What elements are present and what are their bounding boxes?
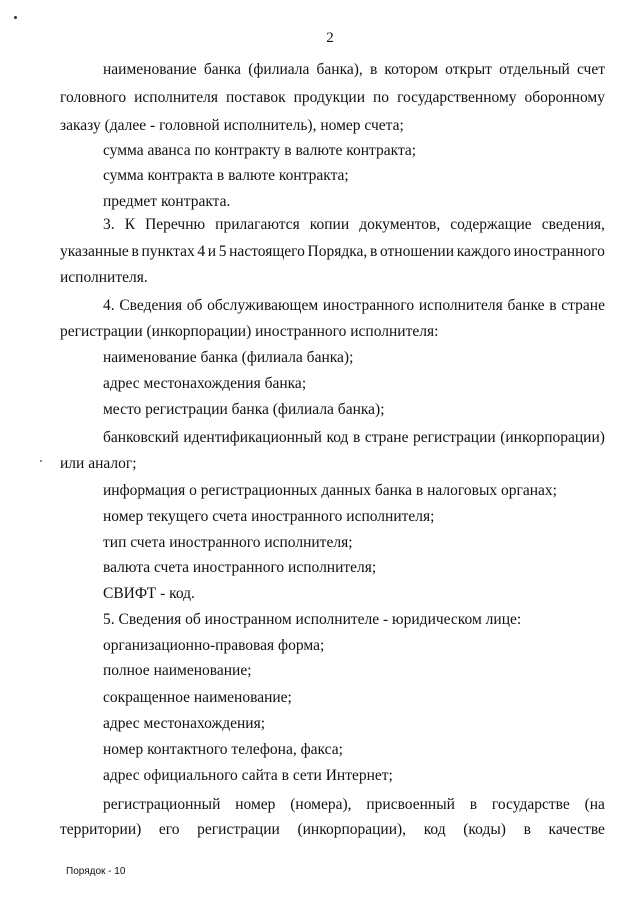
word: банке bbox=[507, 297, 545, 314]
word: сведения, bbox=[541, 216, 605, 233]
word: банка bbox=[203, 61, 242, 78]
word: каждого bbox=[456, 243, 511, 260]
word: в bbox=[523, 821, 531, 838]
word: (инкорпорации), bbox=[297, 821, 407, 838]
word: исполнителя bbox=[418, 297, 503, 314]
text-line: тип счета иностранного исполнителя; bbox=[103, 534, 353, 551]
word: в bbox=[469, 796, 478, 813]
word: содержащие bbox=[450, 216, 532, 233]
text-line: регистрации (инкорпорации) иностранного исполнителя: bbox=[60, 323, 439, 340]
word: прилагаются bbox=[215, 216, 300, 233]
word: регистрации bbox=[413, 429, 496, 446]
word: Порядка, bbox=[307, 243, 368, 260]
word: пунктах bbox=[141, 243, 195, 260]
word: в bbox=[131, 243, 139, 260]
word: регистрационный bbox=[103, 796, 221, 813]
page-number: 2 bbox=[326, 30, 334, 46]
word: регистрации bbox=[197, 821, 280, 838]
text-line bbox=[103, 60, 605, 80]
text-line: номер текущего счета иностранного исполнителя; bbox=[103, 508, 435, 525]
word: государственному bbox=[397, 89, 517, 106]
word: 4. bbox=[103, 297, 115, 314]
text-line: информация о регистрационных данных банка в налоговых органах; bbox=[103, 482, 557, 499]
word: оборонному bbox=[524, 89, 605, 106]
text-line: адрес местонахождения банка; bbox=[103, 375, 307, 392]
text-line: СВИФТ - код. bbox=[103, 585, 195, 602]
word: продукции bbox=[293, 89, 366, 106]
word: его bbox=[158, 821, 180, 838]
word: отношении bbox=[379, 243, 455, 260]
word: стране bbox=[364, 429, 409, 446]
word: исполнителя bbox=[134, 89, 218, 106]
word: счет bbox=[576, 61, 605, 78]
text-line bbox=[103, 428, 605, 448]
word: номер bbox=[235, 796, 276, 813]
scan-mark bbox=[14, 16, 17, 19]
word: Перечню bbox=[145, 216, 206, 233]
text-line bbox=[60, 820, 605, 840]
word: указанные bbox=[60, 243, 129, 260]
text-line bbox=[60, 242, 605, 262]
document-footer: Порядок - 10 bbox=[66, 866, 126, 877]
word: об bbox=[186, 297, 203, 314]
word: банка), bbox=[316, 61, 363, 78]
scan-mark bbox=[40, 460, 42, 462]
text-line bbox=[103, 296, 605, 316]
word: государстве bbox=[491, 796, 570, 813]
word: поставок bbox=[225, 89, 286, 106]
text-line bbox=[103, 215, 605, 235]
word: в bbox=[352, 429, 361, 446]
word: в bbox=[369, 243, 378, 260]
text-line bbox=[60, 88, 605, 108]
word: в bbox=[369, 61, 378, 78]
word: К bbox=[124, 216, 136, 233]
word: код bbox=[326, 429, 349, 446]
text-line: или аналог; bbox=[60, 455, 137, 472]
word: (инкорпорации) bbox=[500, 429, 605, 446]
word: котором bbox=[384, 61, 439, 78]
text-line: сокращенное наименование; bbox=[103, 689, 292, 706]
word: иностранного bbox=[513, 243, 605, 260]
word: обслуживающем bbox=[207, 297, 319, 314]
word: наименование bbox=[103, 61, 197, 78]
text-line: заказу (далее - головной исполнитель), номер счета; bbox=[60, 117, 404, 134]
word: головного bbox=[60, 89, 127, 106]
word: 4 bbox=[197, 243, 206, 260]
text-line: адрес местонахождения; bbox=[103, 715, 266, 732]
word: стране bbox=[561, 297, 605, 314]
text-line: номер контактного телефона, факса; bbox=[103, 741, 343, 758]
text-line: наименование банка (филиала банка); bbox=[103, 349, 354, 366]
text-line: исполнителя. bbox=[60, 269, 148, 286]
word: документов, bbox=[359, 216, 441, 233]
text-line: место регистрации банка (филиала банка); bbox=[103, 401, 385, 418]
text-line: полное наименование; bbox=[103, 662, 252, 679]
word: территории) bbox=[60, 821, 142, 838]
word: 5 bbox=[218, 243, 227, 260]
text-line: предмет контракта. bbox=[103, 193, 231, 210]
text-line: организационно-правовая форма; bbox=[103, 637, 325, 654]
word: идентификационный bbox=[183, 429, 322, 446]
word: настоящего bbox=[229, 243, 305, 260]
word: Сведения bbox=[119, 297, 183, 314]
word: (номера), bbox=[290, 796, 352, 813]
word: по bbox=[373, 89, 390, 106]
word: и bbox=[207, 243, 217, 260]
word: открыт bbox=[445, 61, 492, 78]
word: в bbox=[549, 297, 557, 314]
text-line: сумма контракта в валюте контракта; bbox=[103, 167, 349, 184]
word: иностранного bbox=[322, 297, 415, 314]
word: (на bbox=[584, 796, 605, 813]
word: код bbox=[423, 821, 446, 838]
text-line bbox=[103, 795, 605, 815]
word: (коды) bbox=[463, 821, 506, 838]
word: качестве bbox=[548, 821, 605, 838]
word: отдельный bbox=[499, 61, 570, 78]
text-line: 5. Сведения об иностранном исполнителе - юридическом лице: bbox=[103, 611, 522, 628]
word: банковский bbox=[103, 429, 179, 446]
text-line: сумма аванса по контракту в валюте контракта; bbox=[103, 142, 417, 159]
word: 3. bbox=[103, 216, 115, 233]
text-line: валюта счета иностранного исполнителя; bbox=[103, 559, 377, 576]
word: (филиала bbox=[248, 61, 310, 78]
word: копии bbox=[309, 216, 350, 233]
text-line: адрес официального сайта в сети Интернет; bbox=[103, 767, 393, 784]
word: присвоенный bbox=[366, 796, 455, 813]
